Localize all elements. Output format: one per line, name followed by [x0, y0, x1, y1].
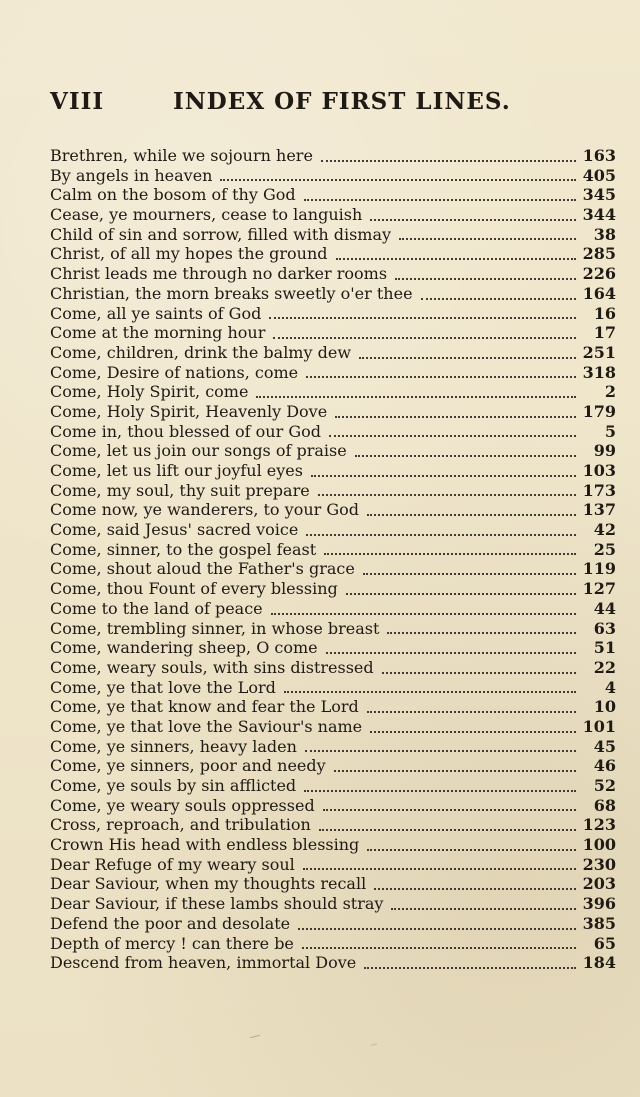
entry-page-number: 16: [593, 303, 616, 323]
entry-page-number: 51: [593, 638, 616, 658]
index-entry: [50, 304, 616, 324]
entry-page-number: 38: [593, 224, 616, 244]
index-entry: [50, 481, 616, 501]
index-entry: [50, 402, 616, 422]
page-number: VIII: [50, 88, 105, 115]
leader-dots: [346, 592, 576, 595]
index-entry: [50, 579, 616, 599]
entry-text: Come, ye that know and fear the Lord: [50, 697, 359, 717]
leader-dots: [273, 336, 576, 339]
entry-page-number: 345: [582, 185, 616, 205]
index-entry: [50, 540, 616, 560]
leader-dots: [363, 572, 576, 575]
entry-page-number: 101: [582, 716, 616, 736]
index-entry: [50, 717, 616, 737]
leader-dots: [306, 375, 576, 378]
entry-text: Come, sinner, to the gospel feast: [50, 539, 317, 559]
paper-speck: [371, 1043, 377, 1045]
entry-page-number: 25: [593, 539, 616, 559]
index-entry: [50, 500, 616, 520]
entry-text: Dear Saviour, when my thoughts recall: [50, 874, 367, 894]
entry-page-number: 100: [582, 835, 616, 855]
entry-page-number: 127: [582, 579, 616, 599]
leader-dots: [220, 178, 576, 181]
entry-text: Come, Holy Spirit, Heavenly Dove: [50, 401, 328, 421]
entry-page-number: 405: [582, 165, 616, 185]
leader-dots: [336, 257, 576, 260]
index-entry: [50, 284, 616, 304]
entry-page-number: 119: [582, 559, 616, 579]
entry-text: Come, Holy Spirit, come: [50, 382, 249, 402]
entry-page-number: 385: [582, 913, 616, 933]
entry-text: Come, my soul, thy suit prepare: [50, 480, 310, 500]
entry-page-number: 2: [604, 382, 616, 402]
entry-page-number: 318: [582, 362, 616, 382]
index-entry: [50, 185, 616, 205]
index-entry: [50, 776, 616, 796]
leader-dots: [305, 749, 576, 752]
index-entry: [50, 697, 616, 717]
leader-dots: [271, 612, 576, 615]
index-entry: [50, 953, 616, 973]
entry-text: Come, ye sinners, poor and needy: [50, 756, 326, 776]
entry-page-number: 179: [582, 401, 616, 421]
entry-text: Crown His head with endless blessing: [50, 835, 360, 855]
paper-speck: [250, 1035, 260, 1038]
entry-text: Christ leads me through no darker rooms: [50, 264, 388, 284]
entry-text: Come, ye weary souls oppressed: [50, 795, 315, 815]
entry-page-number: 68: [593, 795, 616, 815]
entry-page-number: 184: [582, 953, 616, 973]
index-entry: [50, 638, 616, 658]
entry-text: Come, let us join our songs of praise: [50, 441, 347, 461]
entry-page-number: 4: [604, 677, 616, 697]
entry-page-number: 137: [582, 500, 616, 520]
index-entry: [50, 599, 616, 619]
index-entry: [50, 225, 616, 245]
entry-page-number: 63: [593, 618, 616, 638]
leader-dots: [370, 218, 576, 221]
index-entry: [50, 934, 616, 954]
leader-dots: [329, 434, 576, 437]
entry-page-number: 44: [593, 598, 616, 618]
leader-dots: [367, 710, 576, 713]
leader-dots: [370, 730, 576, 733]
entry-page-number: 285: [582, 244, 616, 264]
leader-dots: [391, 907, 576, 910]
entry-text: Christian, the morn breaks sweetly o'er thee: [50, 283, 413, 303]
entry-page-number: 344: [582, 205, 616, 225]
leader-dots: [302, 946, 576, 949]
leader-dots: [284, 690, 576, 693]
index-entry: [50, 658, 616, 678]
entry-page-number: 163: [582, 146, 616, 165]
leader-dots: [303, 867, 576, 870]
entry-page-number: 396: [582, 894, 616, 914]
entry-text: Come in, thou blessed of our God: [50, 421, 321, 441]
index-entry: [50, 244, 616, 264]
leader-dots: [355, 454, 576, 457]
index-entry: [50, 343, 616, 363]
entry-text: Come, weary souls, with sins distressed: [50, 657, 374, 677]
leader-dots: [298, 927, 576, 930]
index-entry: [50, 678, 616, 698]
entry-page-number: 230: [582, 854, 616, 874]
leader-dots: [319, 828, 576, 831]
entry-text: Come, trembling sinner, in whose breast: [50, 618, 380, 638]
leader-dots: [367, 848, 576, 851]
leader-dots: [367, 513, 576, 516]
entry-text: By angels in heaven: [50, 165, 213, 185]
index-entry: [50, 914, 616, 934]
leader-dots: [374, 887, 576, 890]
entry-page-number: 45: [593, 736, 616, 756]
index-entry: [50, 815, 616, 835]
index-entry: [50, 323, 616, 343]
entry-page-number: 10: [593, 697, 616, 717]
leader-dots: [395, 277, 576, 280]
page-header: [50, 88, 598, 116]
leader-dots: [304, 789, 576, 792]
index-entry: [50, 441, 616, 461]
leader-dots: [311, 474, 576, 477]
entry-text: Cross, reproach, and tribulation: [50, 815, 311, 835]
leader-dots: [326, 651, 576, 654]
entry-page-number: 22: [593, 657, 616, 677]
entry-text: Calm on the bosom of thy God: [50, 185, 296, 205]
leader-dots: [359, 356, 576, 359]
entry-page-number: 52: [593, 776, 616, 795]
leader-dots: [334, 769, 576, 772]
page-title: INDEX OF FIRST LINES.: [173, 88, 511, 115]
index-entry: [50, 756, 616, 776]
leader-dots: [364, 966, 576, 969]
entry-text: Christ, of all my hopes the ground: [50, 244, 328, 264]
entry-page-number: 173: [582, 480, 616, 500]
entry-page-number: 17: [593, 323, 616, 343]
leader-dots: [318, 493, 576, 496]
index-entry: [50, 166, 616, 186]
index-entry: [50, 619, 616, 639]
leader-dots: [269, 316, 576, 319]
leader-dots: [323, 808, 576, 811]
entry-text: Come, Desire of nations, come: [50, 362, 299, 382]
index-entry: [50, 422, 616, 442]
entry-page-number: 123: [582, 815, 616, 835]
entry-page-number: 226: [582, 264, 616, 284]
leader-dots: [421, 297, 576, 300]
entry-page-number: 99: [593, 441, 616, 461]
entry-text: Dear Saviour, if these lambs should stray: [50, 894, 384, 914]
entry-page-number: 103: [582, 461, 616, 480]
index-entry: [50, 796, 616, 816]
index-entry: [50, 520, 616, 540]
index-entry: [50, 855, 616, 875]
index-entry: [50, 835, 616, 855]
leader-dots: [306, 533, 576, 536]
entry-page-number: 46: [593, 756, 616, 776]
entry-text: Descend from heaven, immortal Dove: [50, 953, 357, 973]
entry-page-number: 164: [582, 283, 616, 303]
leader-dots: [387, 631, 576, 634]
entry-text: Come at the morning hour: [50, 323, 266, 343]
entry-text: Defend the poor and desolate: [50, 913, 291, 933]
index-entry: [50, 559, 616, 579]
entry-text: Dear Refuge of my weary soul: [50, 854, 295, 874]
index-entry: [50, 146, 616, 166]
entry-text: Cease, ye mourners, cease to languish: [50, 205, 363, 225]
entry-text: Come, wandering sheep, O come: [50, 638, 318, 658]
entry-text: Come, let us lift our joyful eyes: [50, 461, 303, 480]
first-lines-index-list: [50, 146, 616, 973]
entry-text: Come, ye souls by sin afflicted: [50, 776, 297, 795]
entry-text: Come to the land of peace: [50, 598, 263, 618]
entry-page-number: 42: [593, 520, 616, 540]
entry-text: Come, shout aloud the Father's grace: [50, 559, 355, 579]
index-entry: [50, 461, 616, 481]
entry-page-number: 5: [604, 421, 616, 441]
index-entry: [50, 382, 616, 402]
leader-dots: [382, 671, 576, 674]
leader-dots: [321, 159, 576, 162]
leader-dots: [324, 552, 576, 555]
leader-dots: [399, 237, 576, 240]
entry-text: Child of sin and sorrow, filled with dismay: [50, 224, 392, 244]
entry-text: Come, said Jesus' sacred voice: [50, 520, 299, 540]
index-entry: [50, 363, 616, 383]
entry-text: Depth of mercy ! can there be: [50, 933, 294, 953]
entry-text: Come, children, drink the balmy dew: [50, 342, 352, 362]
leader-dots: [335, 415, 576, 418]
entry-page-number: 65: [593, 933, 616, 953]
entry-text: Come, ye that love the Lord: [50, 677, 276, 697]
entry-text: Come now, ye wanderers, to your God: [50, 500, 360, 520]
leader-dots: [256, 395, 576, 398]
index-entry: [50, 874, 616, 894]
leader-dots: [304, 198, 576, 201]
entry-page-number: 203: [582, 874, 616, 894]
entry-text: Come, ye sinners, heavy laden: [50, 736, 297, 756]
entry-text: Brethren, while we sojourn here: [50, 146, 313, 165]
index-entry: [50, 737, 616, 757]
index-entry: [50, 894, 616, 914]
entry-text: Come, all ye saints of God: [50, 303, 262, 323]
entry-text: Come, ye that love the Saviour's name: [50, 716, 363, 736]
entry-text: Come, thou Fount of every blessing: [50, 579, 338, 599]
index-entry: [50, 264, 616, 284]
index-entry: [50, 205, 616, 225]
entry-page-number: 251: [582, 342, 616, 362]
